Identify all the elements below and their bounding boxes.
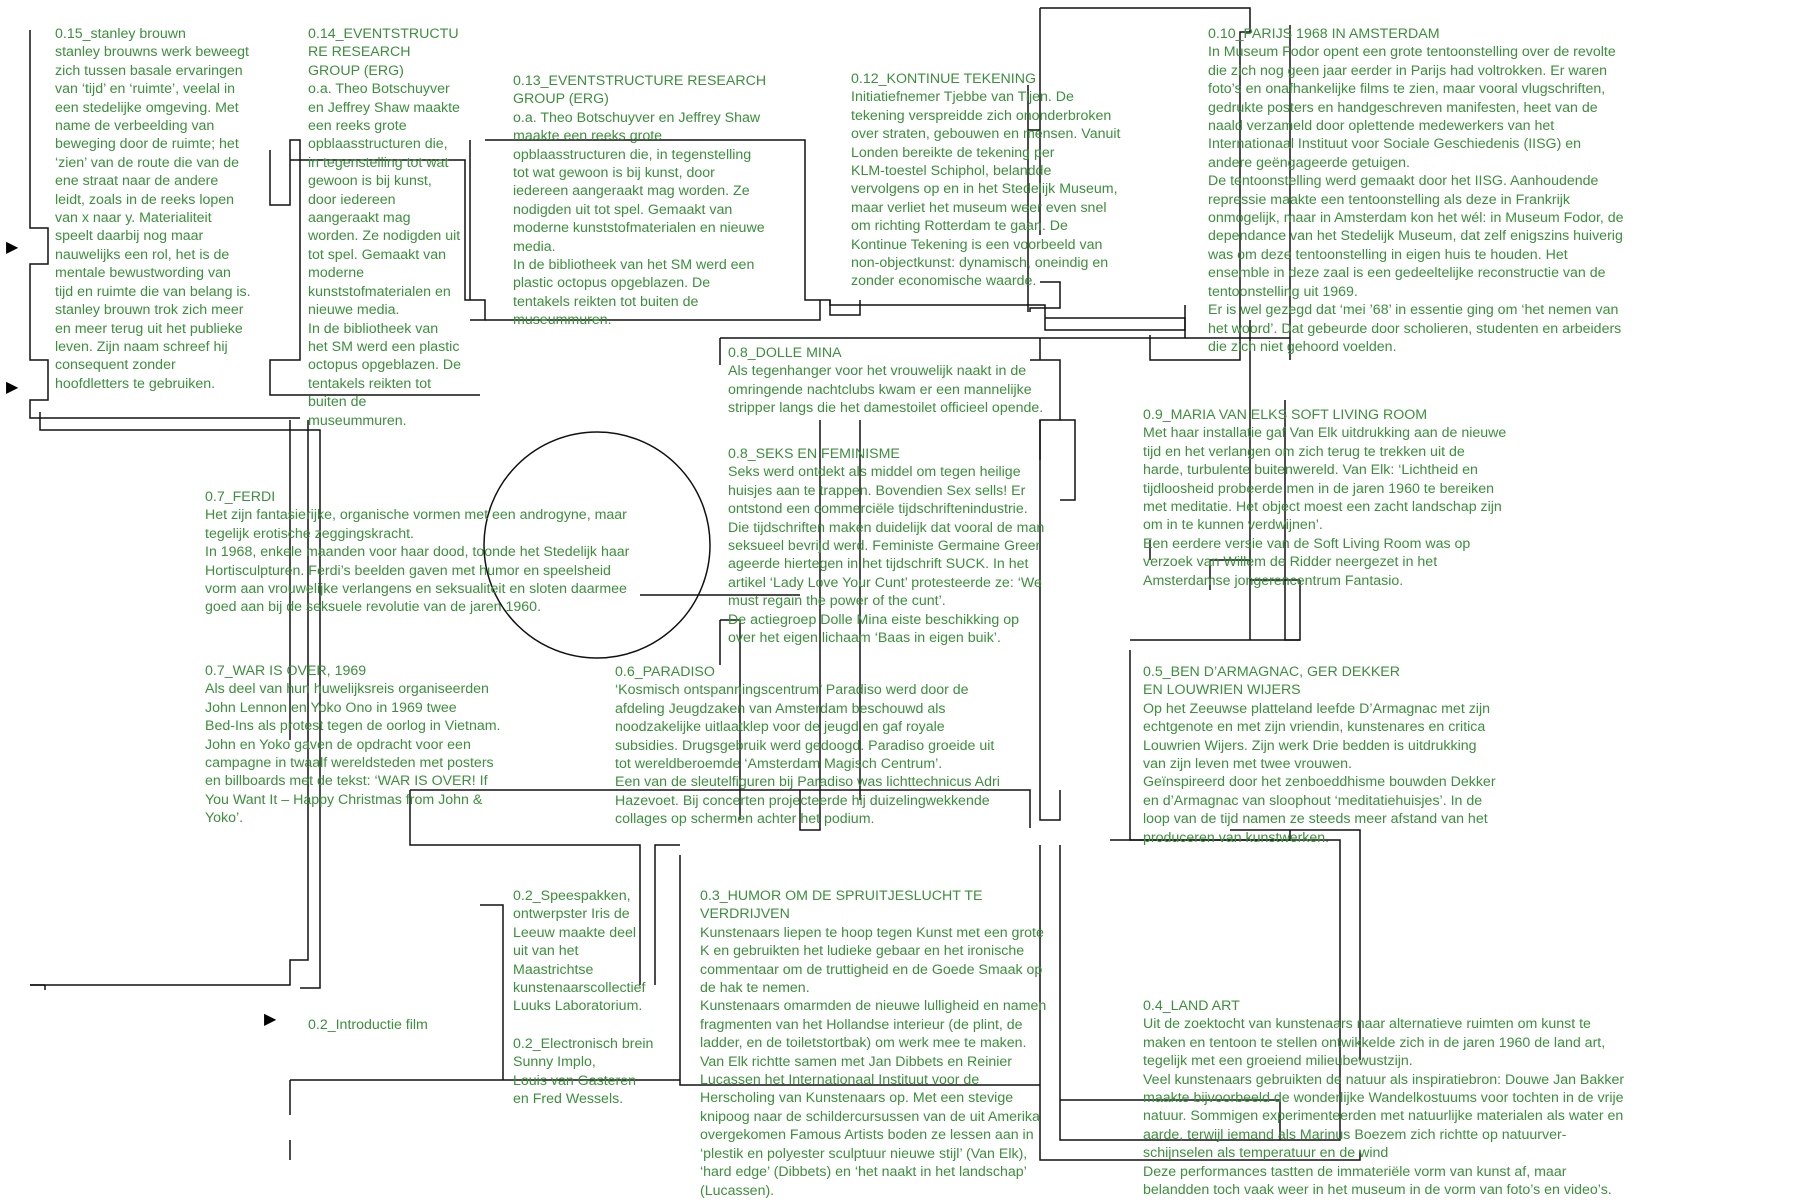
- room-title: 0.7_FERDI: [205, 489, 276, 505]
- room-title: 0.3_HUMOR OM DE SPRUITJESLUCHT TE VERDRIJVEN: [700, 888, 983, 923]
- room-description: Op het Zeeuwse platteland leefde D’Armagnac met zijn echtgenote en met zijn vriendin, kunstenares en critica Louwrien Wijers. Zijn werk Drie bedden is uitdrukking van zijn leven met twee vrouwen. Geïnspireerd door het zenboeddhisme bouwden Dekker en d’Armagnac van sloophout ‘meditatiehuisjes’. In de loop van de tijd namen ze steeds meer afstand van het produceren van kunstwerken.: [1143, 700, 1496, 846]
- room-description: In Museum Fodor opent een grote tentoonstelling over de revolte die zich nog geen jaar eerder in Parijs had voltrokken. Er waren foto’s en onafhankelijke films te zien, maar vooral vlugschriften, gedrukte posters en handgeschreven manifesten, heet van de naald verzameld door oplettende medewerkers van het Internationaal Instituut voor Sociale Geschiedenis (IISG) en andere geëngageerde getuigen. De tentoonstelling werd gemaakt door het IISG. Aanhoudende repressie maakte een tentoonstelling als deze in Frankrijk onmogelijk, maar in Amsterdam kon het wél: in Museum Fodor, de dependance van het Stedelijk Museum, dat zelf enigszins huiverig was om deze tentoonstelling in eigen huis te houden. Het ensemble in deze zaal is een gedeeltelijke reconstructie van de tentoonstelling uit 1969. Er is wel gezegd dat ‘mei ’68’ in essentie ging om ‘het nemen van het woord’. Dat gebeurde door scholieren, studenten en arbeiders die zich niet gehoord voelden.: [1208, 44, 1624, 355]
- room-description: o.a. Theo Botschuyver en Jeffrey Shaw maakte een reeks grote opblaasstructuren die, in tegenstelling tot wat gewoon is bij kunst, door iedereen aangeraakt mag worden. Ze nodigden uit tot spel. Gemaakt van moderne kunststofmaterialen en nieuwe media. In de bibliotheek van het SM werd een plastic octopus opgeblazen. De tentakels reikten tot buiten de museummuren.: [308, 81, 462, 429]
- room-title: 0.5_BEN D’ARMAGNAC, GER DEKKER EN LOUWRIEN WIJERS: [1143, 664, 1401, 699]
- room-0-4-label: [1143, 997, 1624, 1199]
- room-description: ‘Kosmisch ontspanningscentrum’ Paradiso werd door de afdeling Jeugdzaken van Amsterdam beschouwd als noodzakelijke uitlaatklep voor de jeugd en gaf royale subsidies. Drugsgebruik werd gedoogd. Paradiso groeide uit tot wereldberoemde ‘Amsterdam Magisch Centrum’. Een van de sleutelfiguren bij Paradiso was lichttechnicus Adri Hazevoet. Bij concerten projecteerde hij duizelingwekkende collages op schermen achter het podium.: [615, 682, 1000, 828]
- entrance-arrow-upper: ▶: [6, 239, 19, 256]
- room-0-2-speespakken-label: [513, 887, 646, 1016]
- room-title: 0.6_PARADISO: [615, 664, 715, 680]
- room-0-2-brein-label: [513, 1035, 653, 1109]
- room-0-13-label: [513, 72, 766, 330]
- room-title: 0.15_stanley brouwn: [55, 26, 186, 42]
- room-0-10-label: [1208, 25, 1624, 356]
- room-title: 0.10_PARIJS 1968 IN AMSTERDAM: [1208, 26, 1440, 42]
- room-title: 0.8_DOLLE MINA: [728, 345, 842, 361]
- room-description: Uit de zoektocht van kunstenaars naar alternatieve ruimten om kunst te maken en tentoon te stellen ontwikkelde zich in de jaren 1960 de land art, tegelijk met een groeiend milieubewustzijn. Veel kunstenaars gebruikten de natuur als inspiratiebron: Douwe Jan Bakker maakte bijvoorbeeld de wonderlijke Wandelkostuums voor tochten in de vrije natuur. Sommigen experimenteerden met natuurlijke materialen als water en aarde, terwijl iemand als Marinus Boezem zich richtte op natuurver- schijnselen als temperatuur en de wind Deze performances tastten de immateriële vorm van kunst af, maar belandden toch vaak weer in het museum in de vorm van foto’s en video’s.: [1143, 1016, 1625, 1199]
- room-title: 0.9_MARIA VAN ELKS SOFT LIVING ROOM: [1143, 407, 1428, 423]
- room-title: 0.13_EVENTSTRUCTURE RESEARCH GROUP (ERG): [513, 73, 767, 108]
- room-0-8-seks-label: [728, 445, 1044, 647]
- room-description: Als deel van hun huwelijksreis organiseerden John Lennon en Yoko Ono in 1969 twee Bed-Ins als protest tegen de oorlog in Vietnam. John en Yoko gaven de opdracht voor een campagne in twaalf wereldsteden met posters en billboards met de tekst: ‘WAR IS OVER! If You Want It – Happy Christmas from John & Yoko’.: [205, 681, 501, 827]
- room-0-7-war-label: [205, 662, 501, 828]
- room-0-2-inner: [480, 905, 503, 1080]
- room-title: 0.4_LAND ART: [1143, 998, 1240, 1014]
- room-title: 0.7_WAR IS OVER, 1969: [205, 663, 367, 679]
- corridor-0-8-0-9: [1040, 420, 1075, 820]
- room-description: Het zijn fantasierijke, organische vormen met een androgyne, maar tegelijk erotische zeggingskracht. In 1968, enkele maanden voor haar dood, toonde het Stedelijk haar Hortisculpturen. Ferdi’s beelden gaven met humor en speelsheid vorm aan vrouwelijke verlangens en seksualiteit en sloten daarmee goed aan bij de seksuele revolutie van de jaren 1960.: [205, 507, 630, 616]
- room-title: 0.8_SEKS EN FEMINISME: [728, 446, 900, 462]
- room-title: 0.12_KONTINUE TEKENING: [851, 71, 1037, 87]
- room-0-12-label: [851, 70, 1120, 291]
- room-0-6-label: [615, 663, 1000, 829]
- room-0-8-dolle-mina-label: [728, 344, 1043, 418]
- room-description: o.a. Theo Botschuyver en Jeffrey Shaw maakte een reeks grote opblaasstructuren die, in tegenstelling tot wat gewoon is bij kunst, door iedereen aangeraakt mag worden. Ze nodigden uit tot spel. Gemaakt van moderne kunststofmaterialen en nieuwe media. In de bibliotheek van het SM werd een plastic octopus opgeblazen. De tentakels reikten tot buiten de museummuren.: [513, 109, 765, 329]
- room-0-2-film-label: [308, 1016, 428, 1034]
- room-description: stanley brouwns werk beweegt zich tussen basale ervaringen van ‘tijd’ en ‘ruimte’, veelal in een stedelijke omgeving. Met name de verbeelding van beweging door de ruimte; het ‘zien’ van de route die van de ene straat naar de andere leidt, zoals in de reeks lopen van x naar y. Materialiteit speelt daarbij nog maar nauwelijks een rol, het is de mentale bewustwording van tijd en ruimte die van belang is. stanley brouwn trok zich meer en meer terug uit het publieke leven. Zijn naam schreef hij consequent zonder hoofdletters te gebruiken.: [55, 44, 251, 392]
- room-title: 0.2_Electronisch brein: [513, 1036, 654, 1052]
- room-description: Met haar installatie gaf Van Elk uitdrukking aan de nieuwe tijd en het verlangen om zich terug te trekken uit de harde, turbulente buitenwereld. Van Elk: ‘Lichtheid en tijdloosheid probeerde men in de jaren 1960 te bereiken met meditatie. Het object moest een zacht landschap zijn om in te kunnen verdwijnen’. Een eerdere versie van de Soft Living Room was op verzoek van Willem de Ridder neergezet in het Amsterdamse jongerencentrum Fantasio.: [1143, 425, 1507, 589]
- room-title: 0.14_EVENTSTRUCTU RE RESEARCH GROUP (ERG): [308, 26, 459, 79]
- room-description: Seks werd ontdekt als middel om tegen heilige huisjes aan te trappen. Bovendien Sex sells! Er ontstond een commerciële tijdschriftenindustrie. Die tijdschriften maken duidelijk dat vooral de man seksueel bevrijd werd. Feministe Germaine Greer ageerde hiertegen in het tijdschrift SUCK. In het artikel ‘Lady Love Your Cunt’ protesteerde ze: ‘We must regain the power of the cunt’. De actiegroep Dolle Mina eiste beschikking op over het eigen lichaam ‘Baas in eigen buik’.: [728, 464, 1045, 647]
- room-description: Kunstenaars liepen te hoop tegen Kunst met een grote K en gebruikten het ludieke gebaar en het ironische commentaar om de truttigheid en de Goede Smaak op de hak te nemen. Kunstenaars omarmden de nieuwe lulligheid en namen fragmenten van het Hollandse interieur (de plint, de ladder, en de toiletstortbak) om werk mee te maken. Van Elk richtte samen met Jan Dibbets en Reinier Lucassen het Internationaal Instituut voor de Herscholing van Kunstenaars op. Met een stevige knipoog naar de schildercursussen van de uit Amerika overgekomen Famous Artists boden ze lessen aan in ‘plestik en polyester sculptuur nieuwe stijl’ (Van Elk), ‘hard edge’ (Dibbets) en ‘het naakt in het landschap’ (Lucassen).: [700, 924, 1047, 1199]
- room-0-14-label: [308, 25, 461, 430]
- entrance-arrow-lower: ▶: [264, 1011, 277, 1028]
- room-description: Sunny Implo, Louis van Gasteren en Fred Wessels.: [513, 1054, 637, 1108]
- room-0-9-label: [1143, 406, 1506, 590]
- room-0-2-left: [30, 985, 45, 990]
- room-0-3-label: [700, 887, 1046, 1200]
- room-title: 0.2_Introductie film: [308, 1017, 428, 1033]
- room-description: Initiatiefnemer Tjebbe van Tijen. De tekening verspreidde zich ononderbroken over straten, gebouwen en mensen. Vanuit Londen bereikte de tekening per KLM-toestel Schiphol, belandde vervolgens op en in het Stedelijk Museum, maar verliet het museum weer even snel om richting Rotterdam te gaan. De Kontinue Tekening is een voorbeeld van non-objectkunst: dynamisch, oneindig en zonder economische waarde.: [851, 89, 1121, 290]
- room-title: 0.2_Speespakken,: [513, 888, 631, 904]
- room-description: ontwerpster Iris de Leeuw maakte deel uit van het Maastrichtse kunstenaarscollectief Luuks Laboratorium.: [513, 906, 646, 1015]
- room-description: Als tegenhanger voor het vrouwelijk naakt in de omringende nachtclubs kwam er een mannelijke stripper langs die het damestoilet officieel opende.: [728, 363, 1044, 417]
- room-0-7-ferdi-label: [205, 488, 629, 617]
- room-0-15-label: [55, 25, 251, 393]
- room-0-5-label: [1143, 663, 1496, 847]
- entrance-arrow-middle: ▶: [6, 379, 19, 396]
